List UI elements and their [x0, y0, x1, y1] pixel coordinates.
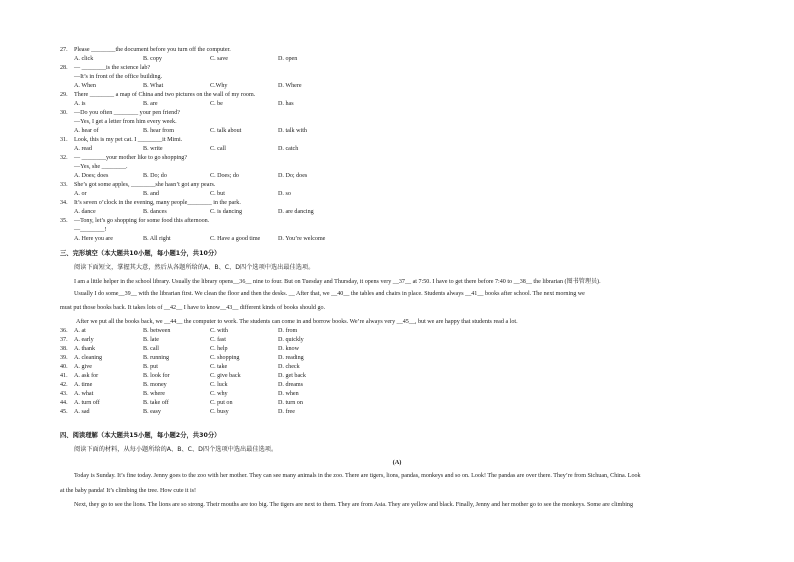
option-a: A. Does; does: [74, 173, 109, 179]
option-b: B. write: [143, 146, 163, 152]
option-c: C. but: [210, 191, 225, 197]
option-a: A. When: [74, 83, 96, 89]
cloze-option-row: [60, 364, 74, 371]
option-d: D. open: [278, 56, 298, 62]
question-number: 39.: [60, 355, 68, 361]
section-3-instruction: 阅读下面短文，掌握其大意，然后从各题所给的A、B、C、D四个选项中选出最佳选项。: [74, 264, 315, 271]
cloze-option-row: [60, 409, 74, 416]
option-c: C. with: [210, 328, 228, 334]
question-number: 30.: [60, 110, 68, 116]
question-number: 33.: [60, 182, 68, 188]
option-d: D. when: [278, 391, 299, 397]
option-a: A. early: [74, 337, 94, 343]
option-d: D. Where: [278, 83, 302, 89]
option-c: C. help: [210, 346, 228, 352]
question-30-response: —Yes, I get a letter from him every week.: [74, 119, 177, 125]
option-a: A. or: [74, 191, 87, 197]
option-c: C. busy: [210, 409, 229, 415]
reading-paragraph-1-line-1: Today is Sunday. It’s fine today. Jenny goes to the zoo with her mother. They can see many animals in the zoo. There are tigers, lions, pandas, monkeys and so on. Look! The pandas are over there. They’re from Sichuan, China. Look: [74, 473, 641, 479]
question-number: 42.: [60, 382, 68, 388]
cloze-paragraph-1: I am a little helper in the school library. Usually the library opens__36__ nine to four. But on Tuesday and Thursday, it opens very __37__ at 7:50. I have to get there before 7:40 to __38__ the librarian (图书管理员).: [74, 279, 601, 285]
question-stem: There ________ a map of China and two pictures on the wall of my room.: [74, 92, 256, 98]
option-d: D. reading: [278, 355, 304, 361]
question-number: 32.: [60, 155, 68, 161]
option-a: A. ask for: [74, 373, 99, 379]
option-d: D. get back: [278, 373, 306, 379]
cloze-paragraph-2-line-2: must put those books back. It takes lots of __42__ I have to know__43__ different kinds of books should go.: [60, 305, 326, 311]
option-d: D. free: [278, 409, 295, 415]
question-stem: — ________your mother like to go shopping?: [74, 155, 188, 161]
reading-paragraph-2: Next, they go to see the lions. The lions are so strong. Their mouths are too big. The tigers are next to them. They are from Asia. They are yellow and black. Finally, Jenny and her mother go to see the monkeys. Some are climbing: [74, 502, 634, 508]
option-a: A. click: [74, 56, 94, 62]
section-4-heading: 四、阅读理解（本大题共15小题，每小题2分，共30分）: [60, 432, 221, 439]
question-35: [60, 218, 209, 225]
option-c: C. Have a good time: [210, 236, 261, 242]
question-number: 35.: [60, 218, 68, 224]
option-b: B. late: [143, 337, 159, 343]
option-a: A. at: [74, 328, 86, 334]
option-d: D. turn on: [278, 400, 303, 406]
question-27: [60, 47, 231, 54]
option-d: D. Do; does: [278, 173, 308, 179]
question-number: 31.: [60, 137, 68, 143]
option-c: C. luck: [210, 382, 228, 388]
question-35-response: —________!: [74, 227, 107, 233]
option-d: D. are dancing: [278, 209, 314, 215]
option-b: B. dances: [143, 209, 167, 215]
question-28-response: —It’s in front of the office building.: [74, 74, 163, 80]
option-a: A. Here you are: [74, 236, 113, 242]
option-b: B. are: [143, 101, 158, 107]
cloze-paragraph-2-line-1: Usually I do some__39__ with the librarian first. We clean the floor and then the desks. __ After that, we __40__ the tables and chairs in place. Students always __41__ books after school. The next morning we: [74, 291, 585, 297]
option-b: B. Do; do: [143, 173, 167, 179]
option-b: B. between: [143, 328, 171, 334]
cloze-paragraph-3: After we put all the books back, we __44__ the computer to work. The students can come in and borrow books. We’re always very __45__, but we are happy that students read a lot.: [76, 319, 518, 325]
option-b: B. All right: [143, 236, 171, 242]
question-number: 36.: [60, 328, 68, 334]
option-c: C. give back: [210, 373, 241, 379]
question-stem: — ________is the science lab?: [74, 65, 151, 71]
cloze-option-row: [60, 337, 74, 344]
option-d: D. catch: [278, 146, 299, 152]
option-c: C. be: [210, 101, 223, 107]
option-d: D. talk with: [278, 128, 307, 134]
question-number: 40.: [60, 364, 68, 370]
option-b: B. call: [143, 346, 159, 352]
option-a: A. dance: [74, 209, 96, 215]
option-a: A. is: [74, 101, 86, 107]
option-c: C. put on: [210, 400, 233, 406]
question-34: [60, 200, 241, 207]
option-a: A. turn off: [74, 400, 100, 406]
option-c: C. Does; do: [210, 173, 239, 179]
option-a: A. sad: [74, 409, 90, 415]
question-number: 29.: [60, 92, 68, 98]
question-number: 41.: [60, 373, 68, 379]
question-number: 28.: [60, 65, 68, 71]
option-b: B. put: [143, 364, 158, 370]
option-b: B. where: [143, 391, 165, 397]
option-b: B. easy: [143, 409, 161, 415]
option-a: A. give: [74, 364, 92, 370]
question-28: [60, 65, 150, 72]
question-32-response: —Yes, she ________.: [74, 164, 128, 170]
option-c: C. why: [210, 391, 228, 397]
question-stem: She’s got some apples, ________she hasn’t got any pears.: [74, 182, 216, 188]
question-number: 34.: [60, 200, 68, 206]
option-c: C. is dancing: [210, 209, 242, 215]
option-c: C. shopping: [210, 355, 240, 361]
question-30: [60, 110, 180, 117]
question-31: [60, 137, 182, 144]
option-d: D. from: [278, 328, 298, 334]
option-c: C. take: [210, 364, 228, 370]
option-b: B. hear from: [143, 128, 174, 134]
option-c: C.Why: [210, 83, 228, 89]
question-number: 43.: [60, 391, 68, 397]
option-a: A. thank: [74, 346, 95, 352]
option-a: A. hear of: [74, 128, 99, 134]
option-b: B. copy: [143, 56, 162, 62]
cloze-option-row: [60, 355, 74, 362]
option-a: A. what: [74, 391, 94, 397]
cloze-option-row: [60, 346, 74, 353]
option-b: B. look for: [143, 373, 170, 379]
option-b: B. running: [143, 355, 170, 361]
option-d: D. dreams: [278, 382, 304, 388]
option-d: D. has: [278, 101, 294, 107]
option-d: D. know: [278, 346, 299, 352]
option-a: A. time: [74, 382, 93, 388]
section-4-instruction: 阅读下面的材料，从每小题所给的A、B、C、D四个选项中选出最佳选项。: [74, 446, 278, 453]
option-d: D. so: [278, 191, 291, 197]
passage-title: (A): [392, 459, 402, 466]
question-number: 27.: [60, 47, 68, 53]
question-number: 38.: [60, 346, 68, 352]
option-d: D. check: [278, 364, 300, 370]
option-b: B. What: [143, 83, 164, 89]
cloze-option-row: [60, 391, 74, 398]
reading-paragraph-1-line-2: at the baby panda! It’s climbing the tree. How cute it is!: [60, 488, 197, 494]
option-b: B. and: [143, 191, 159, 197]
question-33: [60, 182, 215, 189]
option-c: C. fast: [210, 337, 226, 343]
option-c: C. talk about: [210, 128, 242, 134]
option-d: D. You’re welcome: [278, 236, 326, 242]
question-stem: —Do you often ________ your pen friend?: [74, 110, 180, 116]
option-b: B. money: [143, 382, 167, 388]
cloze-option-row: [60, 382, 74, 389]
cloze-option-row: [60, 373, 74, 380]
question-stem: —Tony, let’s go shopping for some food this afternoon.: [74, 218, 210, 224]
cloze-option-row: [60, 328, 74, 335]
option-d: D. quickly: [278, 337, 304, 343]
question-number: 45.: [60, 409, 68, 415]
question-number: 37.: [60, 337, 68, 343]
option-c: C. save: [210, 56, 228, 62]
cloze-option-row: [60, 400, 74, 407]
question-number: 44.: [60, 400, 68, 406]
option-c: C. call: [210, 146, 226, 152]
question-29: [60, 92, 255, 99]
question-stem: It’s seven o’clock in the evening, many people________ in the park.: [74, 200, 241, 206]
question-32: [60, 155, 187, 162]
question-stem: Look, this is my pet cat. I ________it Mimi.: [74, 137, 183, 143]
section-3-heading: 三、完形填空（本大题共10小题，每小题1分，共10分）: [60, 250, 221, 257]
option-a: A. cleaning: [74, 355, 103, 361]
question-stem: Please ________the document before you turn off the computer.: [74, 47, 231, 53]
option-a: A. read: [74, 146, 92, 152]
option-b: B. take off: [143, 400, 169, 406]
